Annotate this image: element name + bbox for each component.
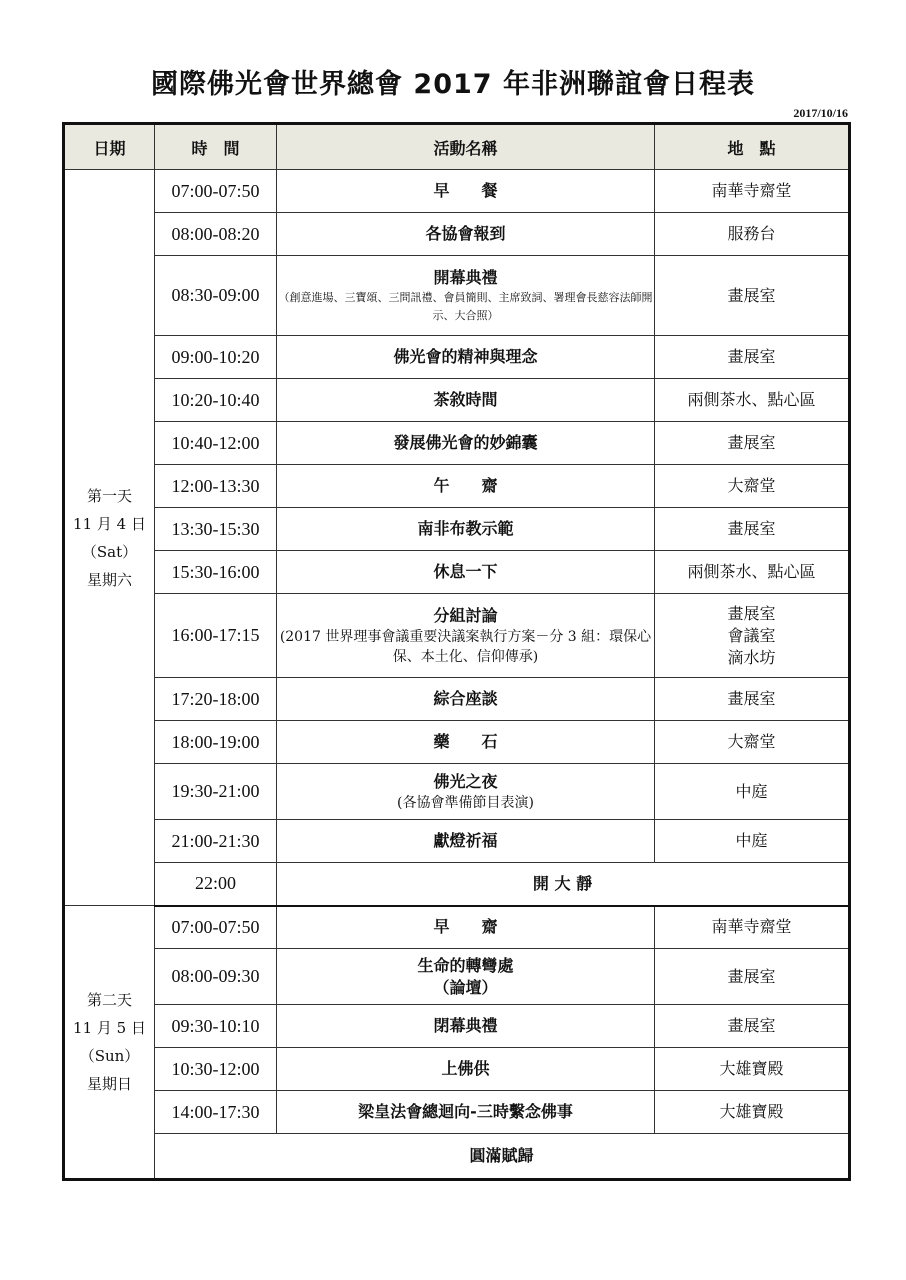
time-cell: 10:20-10:40 (155, 379, 277, 422)
location-cell (655, 594, 850, 678)
activity-cell: 午 齋 (277, 465, 655, 508)
location-line: 畫展室 (727, 603, 776, 623)
activity-title: 佛光之夜 (433, 771, 498, 791)
time-cell: 15:30-16:00 (155, 551, 277, 594)
activity-cell: 佛光會的精神與理念 (277, 336, 655, 379)
table-row (64, 820, 850, 863)
time-cell: 12:00-13:30 (155, 465, 277, 508)
location-cell: 南華寺齋堂 (655, 170, 850, 213)
day1-date-cell (64, 170, 155, 906)
time-cell: 09:00-10:20 (155, 336, 277, 379)
time-cell: 14:00-17:30 (155, 1091, 277, 1134)
header-time: 時 間 (155, 124, 277, 170)
activity-cell: 梁皇法會總迴向-三時繫念佛事 (277, 1091, 655, 1134)
document-date: 2017/10/16 (793, 106, 848, 120)
location-cell: 中庭 (655, 820, 850, 863)
table-row (64, 906, 850, 949)
page-title: 國際佛光會世界總會 2017 年非洲聯誼會日程表 (151, 69, 755, 100)
activity-cell (277, 764, 655, 820)
activity-cell: 上佛供 (277, 1048, 655, 1091)
table-row (64, 465, 850, 508)
table-row (64, 863, 850, 906)
day2-label: 第二天 (86, 991, 132, 1009)
day2-date-cell (64, 906, 155, 1180)
location-cell: 畫展室 (655, 678, 850, 721)
day1-weekday-en: （Sat） (81, 542, 138, 561)
table-row (64, 336, 850, 379)
time-cell: 18:00-19:00 (155, 721, 277, 764)
table-row (64, 170, 850, 213)
table-row (64, 551, 850, 594)
location-cell: 大齋堂 (655, 721, 850, 764)
table-row (64, 721, 850, 764)
location-cell: 畫展室 (655, 422, 850, 465)
activity-note: (各協會準備節目表演) (397, 794, 534, 811)
time-cell: 08:00-09:30 (155, 949, 277, 1005)
activity-cell: 藥 石 (277, 721, 655, 764)
table-row (64, 213, 850, 256)
table-row (64, 422, 850, 465)
location-cell: 畫展室 (655, 336, 850, 379)
table-header-row (64, 124, 850, 170)
location-cell: 畫展室 (655, 256, 850, 336)
location-cell: 兩側茶水、點心區 (655, 379, 850, 422)
time-cell: 13:30-15:30 (155, 508, 277, 551)
table-row (64, 508, 850, 551)
time-cell: 10:40-12:00 (155, 422, 277, 465)
activity-cell: 閉幕典禮 (277, 1005, 655, 1048)
time-cell: 22:00 (155, 863, 277, 906)
activity-cell (277, 256, 655, 336)
table-row (64, 379, 850, 422)
activity-cell: 開 大 靜 (277, 863, 850, 906)
location-cell: 大雄寶殿 (655, 1091, 850, 1134)
activity-cell: 早 齋 (277, 906, 655, 949)
activity-title: 生命的轉彎處 (417, 955, 514, 975)
activity-cell: 南非布教示範 (277, 508, 655, 551)
activity-cell: 早 餐 (277, 170, 655, 213)
activity-cell: 各協會報到 (277, 213, 655, 256)
day1-section (64, 170, 850, 906)
activity-cell: 獻燈祈福 (277, 820, 655, 863)
activity-cell (277, 949, 655, 1005)
location-line: 會議室 (727, 625, 776, 645)
activity-title: 分組討論 (433, 605, 498, 625)
day1-weekday: 星期六 (86, 570, 132, 589)
header-activity: 活動名稱 (277, 124, 655, 170)
time-cell: 10:30-12:00 (155, 1048, 277, 1091)
location-cell: 畫展室 (655, 949, 850, 1005)
day1-label: 第一天 (86, 486, 132, 505)
time-cell: 07:00-07:50 (155, 170, 277, 213)
activity-cell (277, 594, 655, 678)
day2-weekday: 星期日 (86, 1075, 132, 1093)
location-cell: 大雄寶殿 (655, 1048, 850, 1091)
location-cell: 南華寺齋堂 (655, 906, 850, 949)
time-cell: 16:00-17:15 (155, 594, 277, 678)
time-cell: 17:20-18:00 (155, 678, 277, 721)
time-cell: 21:00-21:30 (155, 820, 277, 863)
schedule-table (62, 122, 851, 1181)
table-row (64, 764, 850, 820)
day2-weekday-en: （Sun） (79, 1047, 140, 1065)
time-cell: 09:30-10:10 (155, 1005, 277, 1048)
activity-cell: 休息一下 (277, 551, 655, 594)
location-cell: 大齋堂 (655, 465, 850, 508)
location-cell: 中庭 (655, 764, 850, 820)
activity-note: (2017 世界理事會議重要決議案執行方案－分 3 組：環保心保、本土化、信仰傳承) (279, 628, 652, 665)
day1-date: 11 月 4 日 (73, 514, 146, 533)
time-cell: 19:30-21:00 (155, 764, 277, 820)
day2-date: 11 月 5 日 (73, 1019, 146, 1037)
location-cell: 服務台 (655, 213, 850, 256)
table-row (64, 256, 850, 336)
time-cell: 08:00-08:20 (155, 213, 277, 256)
activity-cell: 圓滿賦歸 (155, 1134, 850, 1180)
time-cell: 08:30-09:00 (155, 256, 277, 336)
location-cell: 兩側茶水、點心區 (655, 551, 850, 594)
table-row (64, 678, 850, 721)
location-cell: 畫展室 (655, 508, 850, 551)
location-line: 滴水坊 (727, 647, 776, 667)
day2-section (64, 906, 850, 1180)
table-row (64, 1005, 850, 1048)
table-row (64, 1134, 850, 1180)
table-row (64, 594, 850, 678)
table-row (64, 1091, 850, 1134)
activity-cell: 茶敘時間 (277, 379, 655, 422)
activity-note: （創意進場、三寶頌、三問訊禮、會員簡則、主席致詞、署理會長慈容法師開示、大合照） (278, 290, 653, 322)
table-row (64, 1048, 850, 1091)
location-cell: 畫展室 (655, 1005, 850, 1048)
table-row (64, 949, 850, 1005)
activity-note: （論壇） (433, 977, 498, 997)
header-date: 日期 (64, 124, 155, 170)
activity-cell: 發展佛光會的妙錦囊 (277, 422, 655, 465)
time-cell: 07:00-07:50 (155, 906, 277, 949)
activity-title: 開幕典禮 (433, 267, 498, 287)
header-location: 地 點 (655, 124, 850, 170)
activity-cell: 綜合座談 (277, 678, 655, 721)
